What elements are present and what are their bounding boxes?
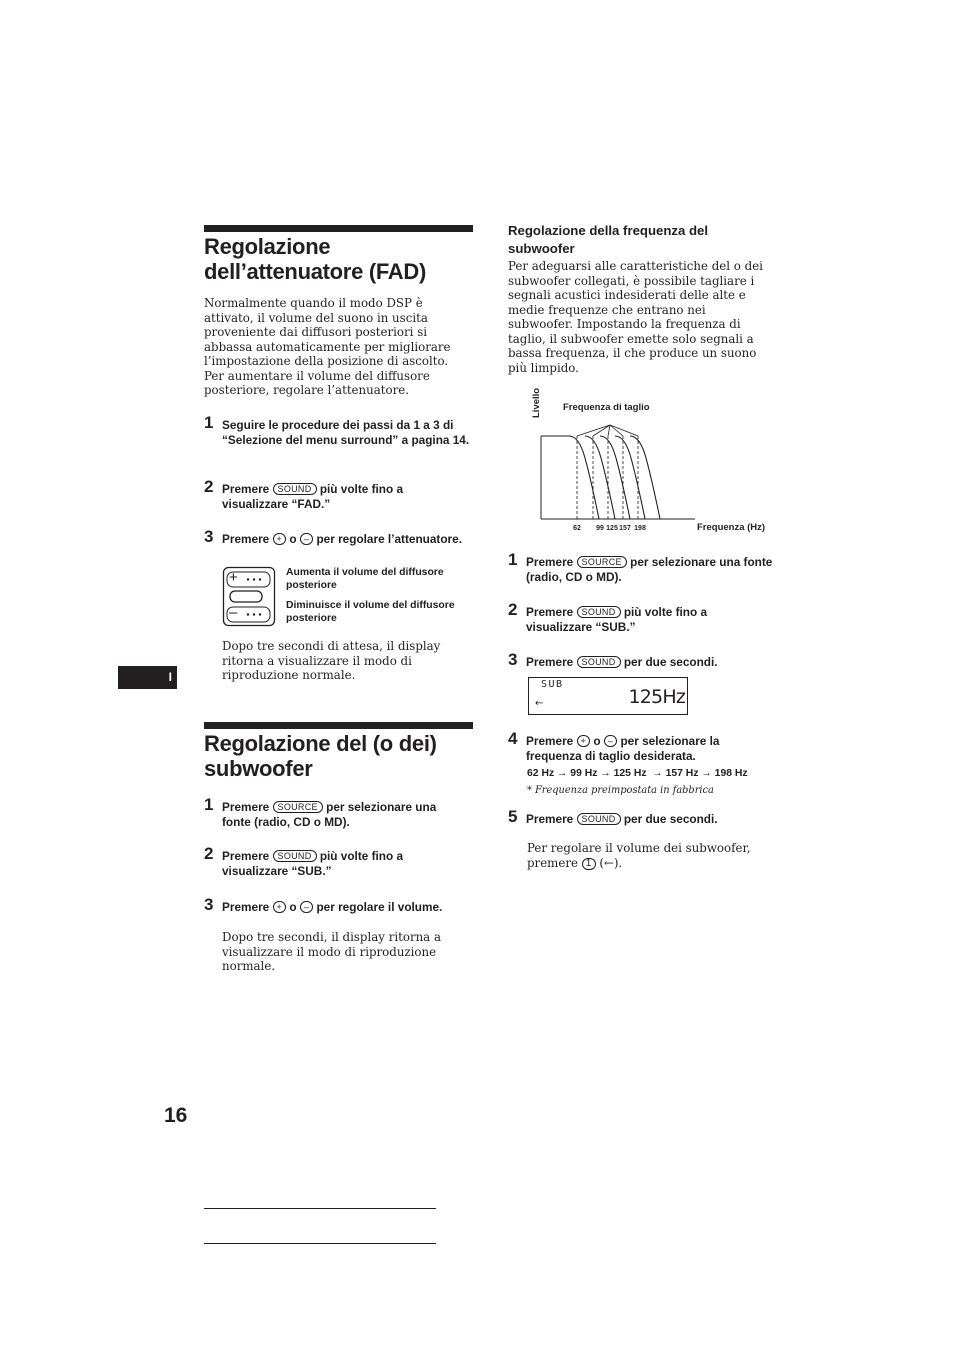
annotation-leader: [610, 425, 638, 436]
step-text-pre: Premere: [222, 532, 270, 546]
step-text: [222, 849, 467, 878]
tab-label: I: [168, 670, 172, 684]
step-text-post: per regolare l’attenuatore.: [316, 532, 462, 546]
step-number: 1: [508, 550, 518, 569]
cutoff-curve: [600, 436, 630, 519]
freq-heading: Regolazione della frequenza del subwoofer: [508, 223, 709, 256]
section-rule-fad: [204, 225, 473, 232]
step-text: [526, 734, 776, 763]
plus-caption: Aumenta il volume del diffusore posteriore: [286, 567, 444, 591]
minus-button[interactable]: –: [300, 901, 313, 913]
step-number: 3: [508, 650, 518, 669]
annotation-leader: [610, 425, 623, 436]
step-number: 1: [204, 795, 214, 814]
note-text-post: (←).: [599, 855, 623, 870]
chart-ticks: [573, 525, 646, 532]
step-number: 3: [204, 895, 214, 914]
step-text-post: per regolare il volume.: [316, 900, 443, 914]
frequency-sequence: 62 Hz → 99 Hz → 125 Hz → 157 Hz → 198 Hz: [527, 768, 748, 779]
step-text-pre: Premere: [526, 655, 574, 669]
step-text-post: più volte fino a visualizzare “FAD.”: [222, 482, 404, 511]
step-number: 5: [508, 807, 518, 826]
or-word: o: [593, 734, 601, 748]
step-text-pre: Premere: [526, 812, 574, 826]
sound-button[interactable]: SOUND: [577, 656, 621, 668]
sound-button[interactable]: SOUND: [273, 483, 317, 495]
chart-curves: [541, 425, 660, 519]
step-text-pre: Premere: [222, 800, 270, 814]
step-text-pre: Premere: [222, 482, 270, 496]
step-number: 2: [508, 600, 518, 619]
plus-button[interactable]: +: [273, 901, 287, 913]
tick-label: 157: [619, 525, 631, 532]
minus-button[interactable]: –: [604, 735, 617, 747]
plus-button[interactable]: +: [273, 533, 287, 545]
fad-intro: Normalmente quando il modo DSP è attivato, il volume del suono in uscita proveniente dai diffusori posteriori si abbassa automaticamente per migliorare l’impostazione della posizione di ascolto. Per aumentare il volume del diffusore posteriore, regolare l’attenuatore.: [204, 296, 451, 397]
title-line: dell’attenuatore (FAD): [204, 259, 426, 284]
step-text-pre: Premere: [526, 734, 574, 748]
title-line: subwoofer: [204, 756, 313, 781]
sound-button[interactable]: SOUND: [273, 850, 317, 862]
chart-annotation: Frequenza di taglio: [563, 402, 650, 413]
plus-button[interactable]: +: [577, 735, 591, 747]
lcd-display: [528, 677, 688, 715]
step-text: [222, 900, 467, 915]
chart-axes: [541, 436, 695, 519]
freq-intro: Per adeguarsi alle caratteristiche del o dei subwoofer collegati, è possibile tagliare i segnali acustici indesiderati delle alte e medie frequenze che entrano nei subwoofer. Impostando la frequenza di taglio, il subwoofer emette solo segnali a bassa frequenza, il che produce un suono più limpido.: [508, 259, 763, 375]
cutoff-curve: [615, 436, 645, 519]
step-text-post: per due secondi.: [623, 812, 718, 826]
note-text-pre: Per regolare il volume dei subwoofer, premere: [527, 841, 751, 870]
step-text: [526, 605, 771, 634]
footer-line: [204, 1208, 436, 1209]
step-number: 2: [204, 477, 214, 496]
step-text-post: per selezionare la frequenza di taglio desiderata.: [526, 734, 720, 763]
key-1-button[interactable]: 1: [582, 858, 596, 870]
display-label: SUB: [541, 679, 564, 690]
display-value: 125Hz: [628, 686, 685, 708]
cutoff-curve: [630, 436, 660, 519]
step-text-pre: Premere: [526, 555, 574, 569]
tick-label: 62: [573, 525, 581, 532]
tick-label: 198: [634, 525, 646, 532]
sound-button[interactable]: SOUND: [577, 813, 621, 825]
step-text: [526, 812, 776, 827]
step-number: 1: [204, 413, 214, 432]
chart-ylabel: Livello: [531, 387, 542, 418]
step-text-post: per selezionare una fonte (radio, CD o MD).: [526, 555, 773, 584]
section-title-fad: [204, 234, 484, 284]
step-number: 4: [508, 729, 518, 748]
step-text: [222, 482, 467, 511]
step-text-pre: Premere: [222, 900, 270, 914]
step-number: 3: [204, 527, 214, 546]
cutoff-frequency-diagram: [525, 380, 785, 540]
remote-plus-key: +: [229, 569, 238, 586]
section-rule-sub: [204, 722, 473, 729]
footer-line: [204, 1243, 436, 1244]
tick-label: 125: [606, 525, 618, 532]
factory-default-note: * Frequenza preimpostata in fabbrica: [527, 785, 714, 796]
section-title-sub: [204, 731, 484, 781]
source-button[interactable]: SOURCE: [577, 556, 627, 568]
step-text: [222, 532, 467, 547]
minus-caption: Diminuisce il volume del diffusore posteriore: [286, 600, 455, 624]
sound-button[interactable]: SOUND: [577, 606, 621, 618]
or-word: o: [289, 532, 297, 546]
step-text-post: più volte fino a visualizzare “SUB.”: [526, 605, 708, 634]
display-arrow: ←: [535, 698, 544, 709]
annotation-leader: [593, 425, 610, 436]
title-line: Regolazione del (o dei): [204, 731, 437, 756]
step-text-pre: Premere: [222, 849, 270, 863]
tick-label: 99: [596, 525, 604, 532]
title-line: Regolazione: [204, 234, 331, 259]
cutoff-curve: [569, 436, 599, 519]
language-tab: [118, 666, 177, 689]
minus-button[interactable]: –: [300, 533, 313, 545]
source-button[interactable]: SOURCE: [273, 801, 323, 813]
step-number: 2: [204, 844, 214, 863]
remote-minus-key: –: [229, 604, 238, 621]
fad-after-text: Dopo tre secondi di attesa, il display ritorna a visualizzare il modo di riproduzione normale.: [222, 639, 441, 682]
annotation-leader: [577, 425, 610, 436]
step-text: [526, 655, 776, 670]
chart-xlabel: Frequenza (Hz): [697, 522, 766, 533]
step-text: [526, 555, 776, 584]
annotation-leader: [608, 425, 610, 436]
step-text: Seguire le procedure dei passi da 1 a 3 di “Selezione del menu surround” a pagina 14.: [222, 418, 470, 447]
or-word: o: [289, 900, 297, 914]
step-text-post: per selezionare una fonte (radio, CD o MD).: [222, 800, 437, 829]
step-text-pre: Premere: [526, 605, 574, 619]
step-text: [222, 800, 467, 829]
page-number: 16: [164, 1104, 188, 1127]
sub-step-3-after: Dopo tre secondi, il display ritorna a visualizzare il modo di riproduzione normale.: [222, 930, 441, 973]
step-text-post: più volte fino a visualizzare “SUB.”: [222, 849, 404, 878]
subwoofer-volume-note: [527, 841, 757, 870]
step-text-post: per due secondi.: [623, 655, 718, 669]
